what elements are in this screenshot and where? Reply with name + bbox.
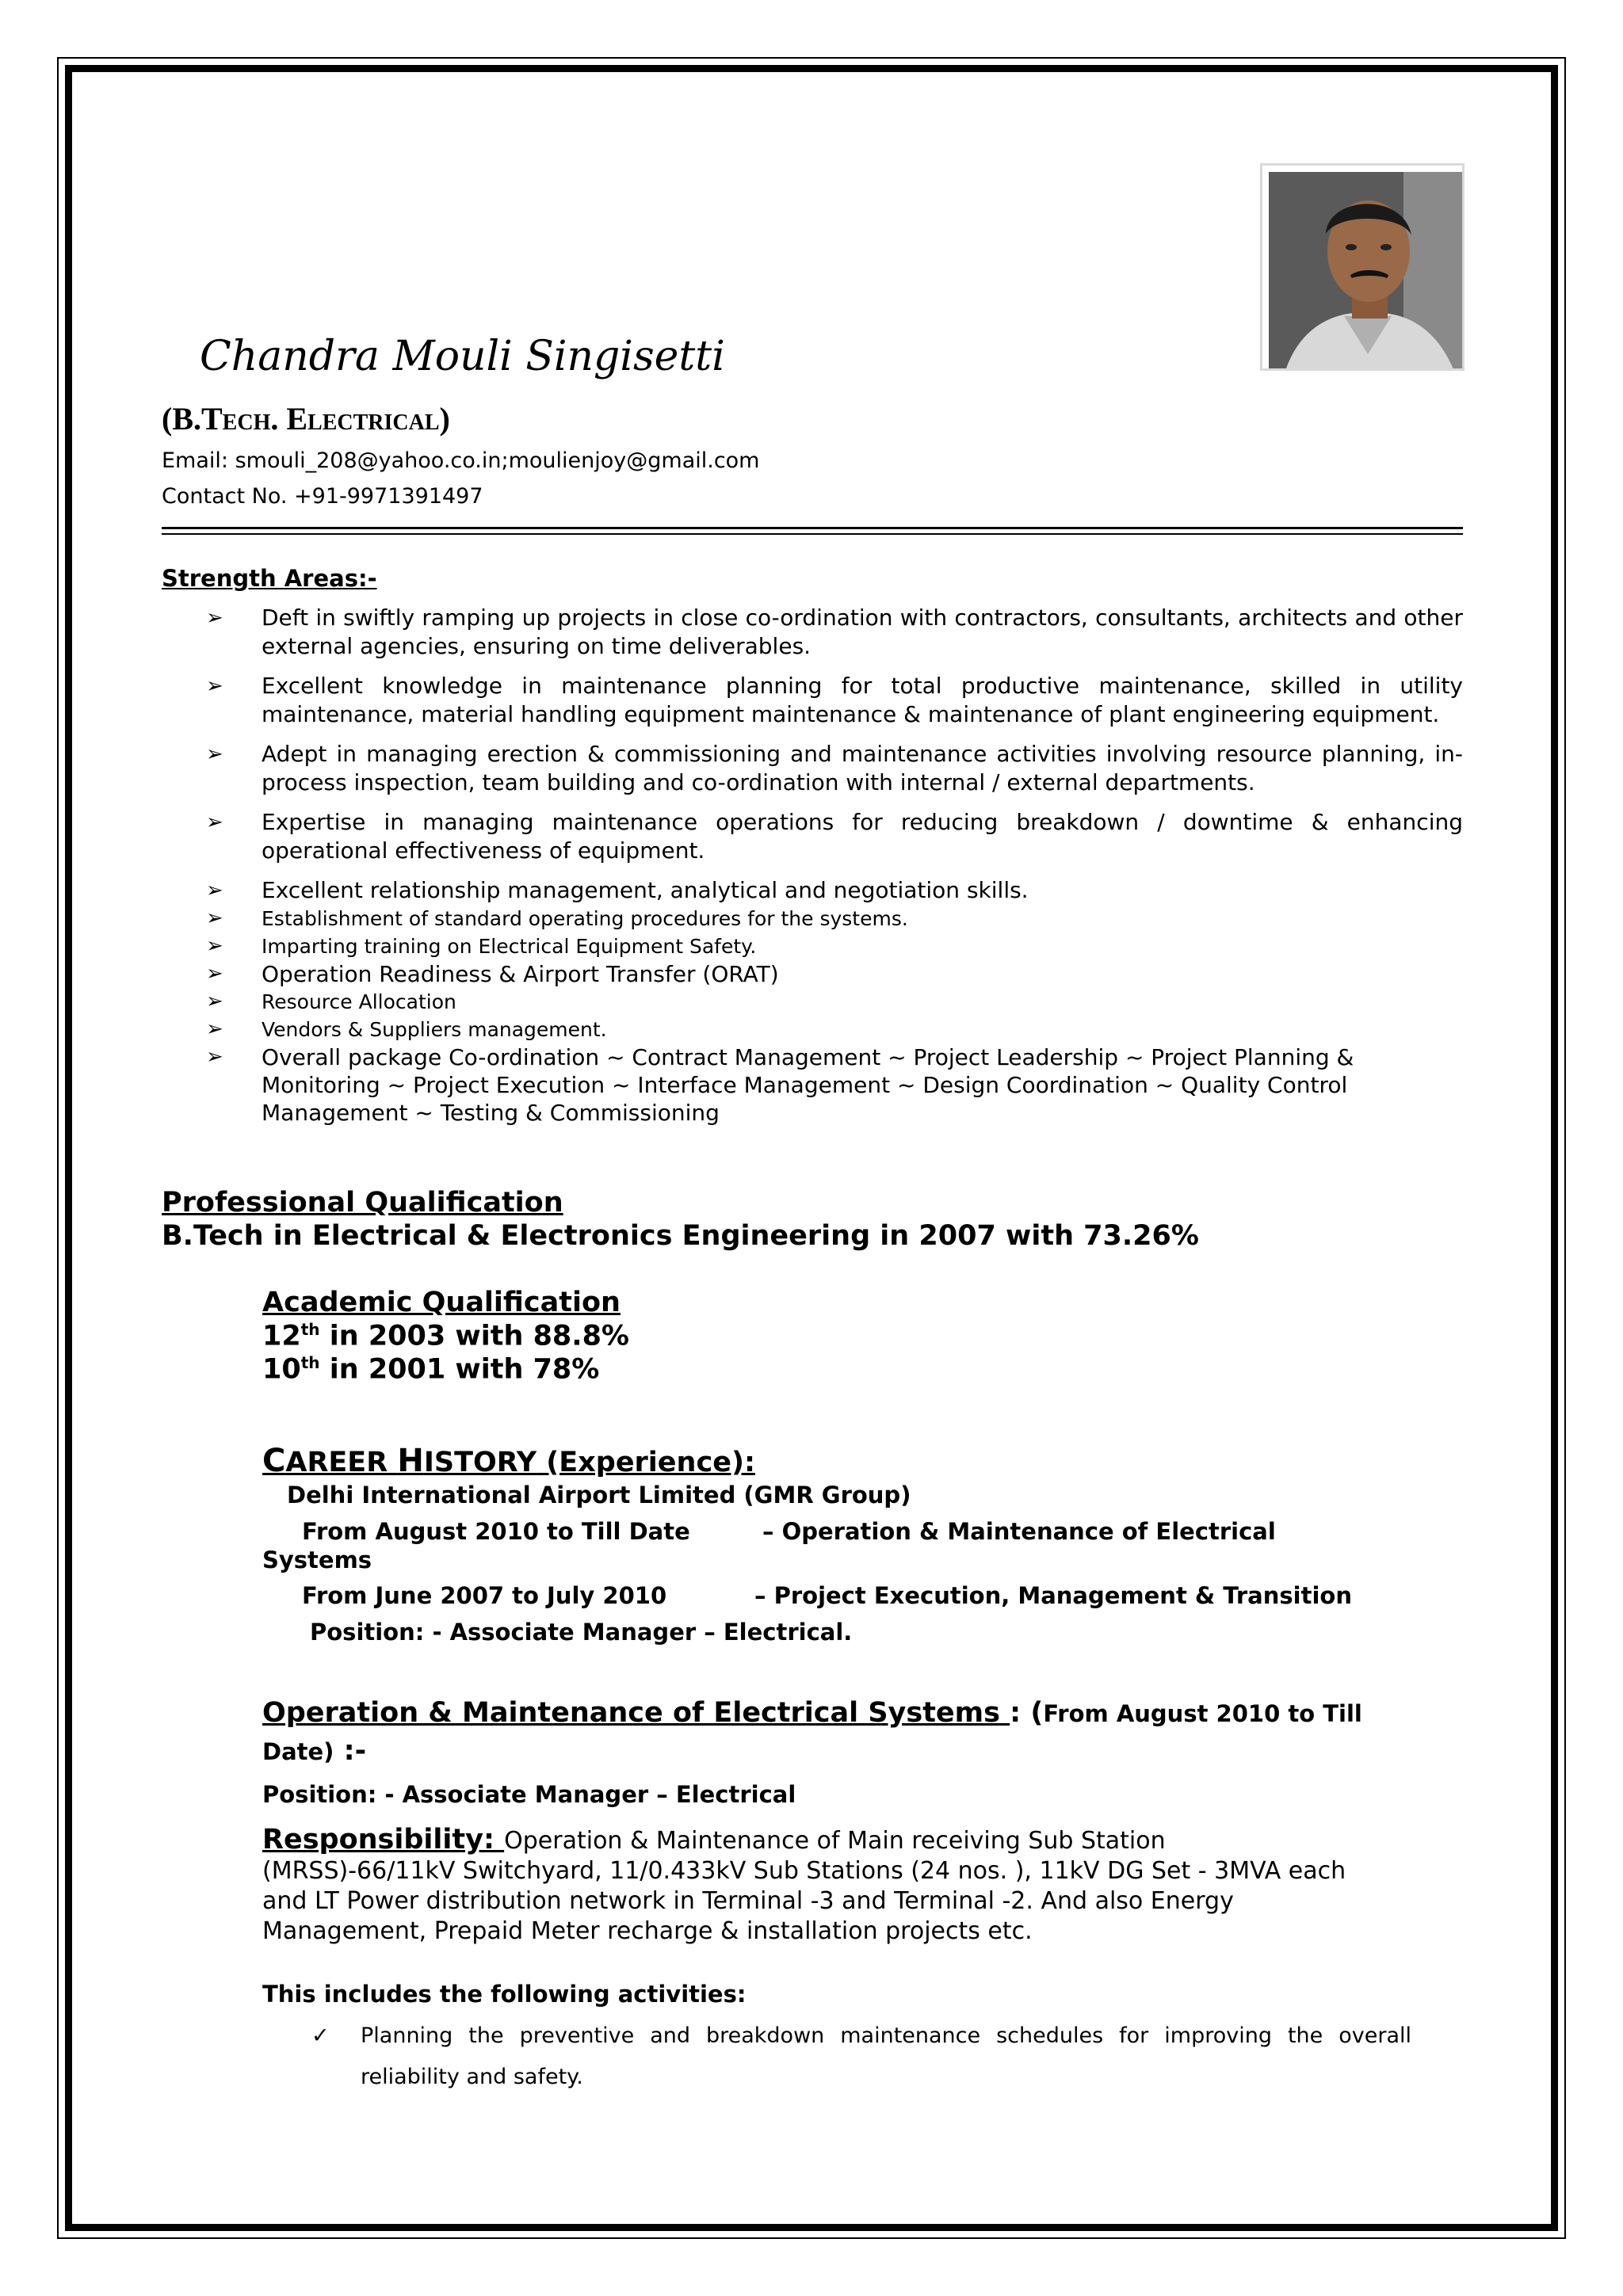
academic-line-12th: 12th in 2003 with 88.8% <box>262 1320 629 1352</box>
list-item: ➢ Operation Readiness & Airport Transfer (ORAT) <box>206 961 779 987</box>
arrowhead-bullet-icon: ➢ <box>206 1045 223 1069</box>
arrowhead-bullet-icon: ➢ <box>206 962 223 986</box>
header-divider-thin <box>162 533 1463 535</box>
career-period-2: From June 2007 to July 2010 <box>302 1582 667 1609</box>
list-item: ➢ Establishment of standard operating procedures for the systems. <box>206 905 1463 933</box>
candidate-name: Chandra Mouli Singisetti <box>200 333 725 380</box>
career-role-1-wrap: Systems <box>262 1547 372 1573</box>
header-divider <box>162 527 1463 529</box>
list-item: ➢ Vendors & Suppliers management. <box>206 1016 1463 1043</box>
list-item: ➢ Resource Allocation <box>206 988 1463 1016</box>
arrowhead-bullet-icon: ➢ <box>206 742 223 766</box>
professional-qualification-heading: Professional Qualification <box>162 1187 563 1219</box>
career-period-1: From August 2010 to Till Date <box>302 1518 690 1545</box>
om-position: Position: - Associate Manager – Electrical <box>262 1781 796 1808</box>
company-name: Delhi International Airport Limited (GMR Group) <box>287 1482 911 1508</box>
activities-heading: This includes the following activities: <box>262 1981 747 2008</box>
strength-list <box>206 604 1463 1127</box>
person-portrait-icon <box>1269 172 1462 368</box>
degree-title: (B.Tech. Electrical) <box>162 401 450 437</box>
list-item: ➢ Expertise in managing maintenance operations for reducing breakdown / downtime & enhancing operational effectiveness of equipment. <box>206 809 1463 864</box>
checkmark-icon: ✓ <box>311 2023 330 2048</box>
arrowhead-bullet-icon: ➢ <box>206 810 223 834</box>
list-item: ➢ Excellent relationship management, analytical and negotiation skills. <box>206 877 1029 903</box>
arrowhead-bullet-icon: ➢ <box>206 906 223 930</box>
career-role-2: – Project Execution, Management & Transition <box>754 1582 1352 1609</box>
list-item: ➢ Deft in swiftly ramping up projects in close co-ordination with contractors, consultants, architects and other external agencies, ensuring on time deliverables. <box>206 605 1463 659</box>
activity-item: ✓ Planning the preventive and breakdown maintenance schedules for improving the overall reliability and safety. <box>311 2016 1411 2098</box>
arrowhead-bullet-icon: ➢ <box>206 990 223 1013</box>
arrowhead-bullet-icon: ➢ <box>206 606 223 630</box>
career-history-heading: CAREER HISTORY (Experience): <box>262 1443 755 1479</box>
responsibility-paragraph: Responsibility: Operation & Maintenance of Main receiving Sub Station (MRSS)-66/11kV Switchyard, 11/0.433kV Sub Stations (24 nos. ), 11kV DG Set - 3MVA each and LT Power distribution network in Terminal -3 and Terminal -2. And also Energy Management, Prepaid Meter recharge & installation projects etc. <box>262 1824 1346 1945</box>
arrowhead-bullet-icon: ➢ <box>206 934 223 958</box>
arrowhead-bullet-icon: ➢ <box>206 879 223 902</box>
professional-qualification-line: B.Tech in Electrical & Electronics Engineering in 2007 with 73.26% <box>162 1220 1199 1252</box>
academic-qualification-heading: Academic Qualification <box>262 1287 621 1318</box>
strength-areas-heading: Strength Areas:- <box>162 565 377 592</box>
om-section-date: Date) :- <box>262 1735 367 1767</box>
profile-photo <box>1260 163 1465 371</box>
arrowhead-bullet-icon: ➢ <box>206 1017 223 1041</box>
list-item: ➢ Overall package Co-ordination ~ Contract Management ~ Project Leadership ~ Project Planning & Monitoring ~ Project Execution ~ Interface Management ~ Design Coordination ~ Quality Control Management ~ Testing & Commissioning <box>206 1044 1354 1126</box>
career-position: Position: - Associate Manager – Electrical. <box>310 1619 853 1646</box>
list-item: ➢ Imparting training on Electrical Equipment Safety. <box>206 933 1463 960</box>
career-role-1: – Operation & Maintenance of Electrical <box>762 1518 1276 1545</box>
list-item: ➢ Adept in managing erection & commissioning and maintenance activities involving resource planning, in-process inspection, team building and co-ordination with internal / external departments. <box>206 741 1463 795</box>
contact-number-line: Contact No. +91-9971391497 <box>162 484 483 509</box>
academic-line-10th: 10th in 2001 with 78% <box>262 1353 600 1386</box>
arrowhead-bullet-icon: ➢ <box>206 674 223 698</box>
email-line: Email: smouli_208@yahoo.co.in;moulienjoy@gmail.com <box>162 448 760 473</box>
list-item: ➢ Excellent knowledge in maintenance planning for total productive maintenance, skilled in utility maintenance, material handling equipment maintenance & maintenance of plant engineering equipment. <box>206 673 1463 727</box>
om-section-heading: Operation & Maintenance of Electrical Systems : (From August 2010 to Till <box>262 1697 1362 1729</box>
